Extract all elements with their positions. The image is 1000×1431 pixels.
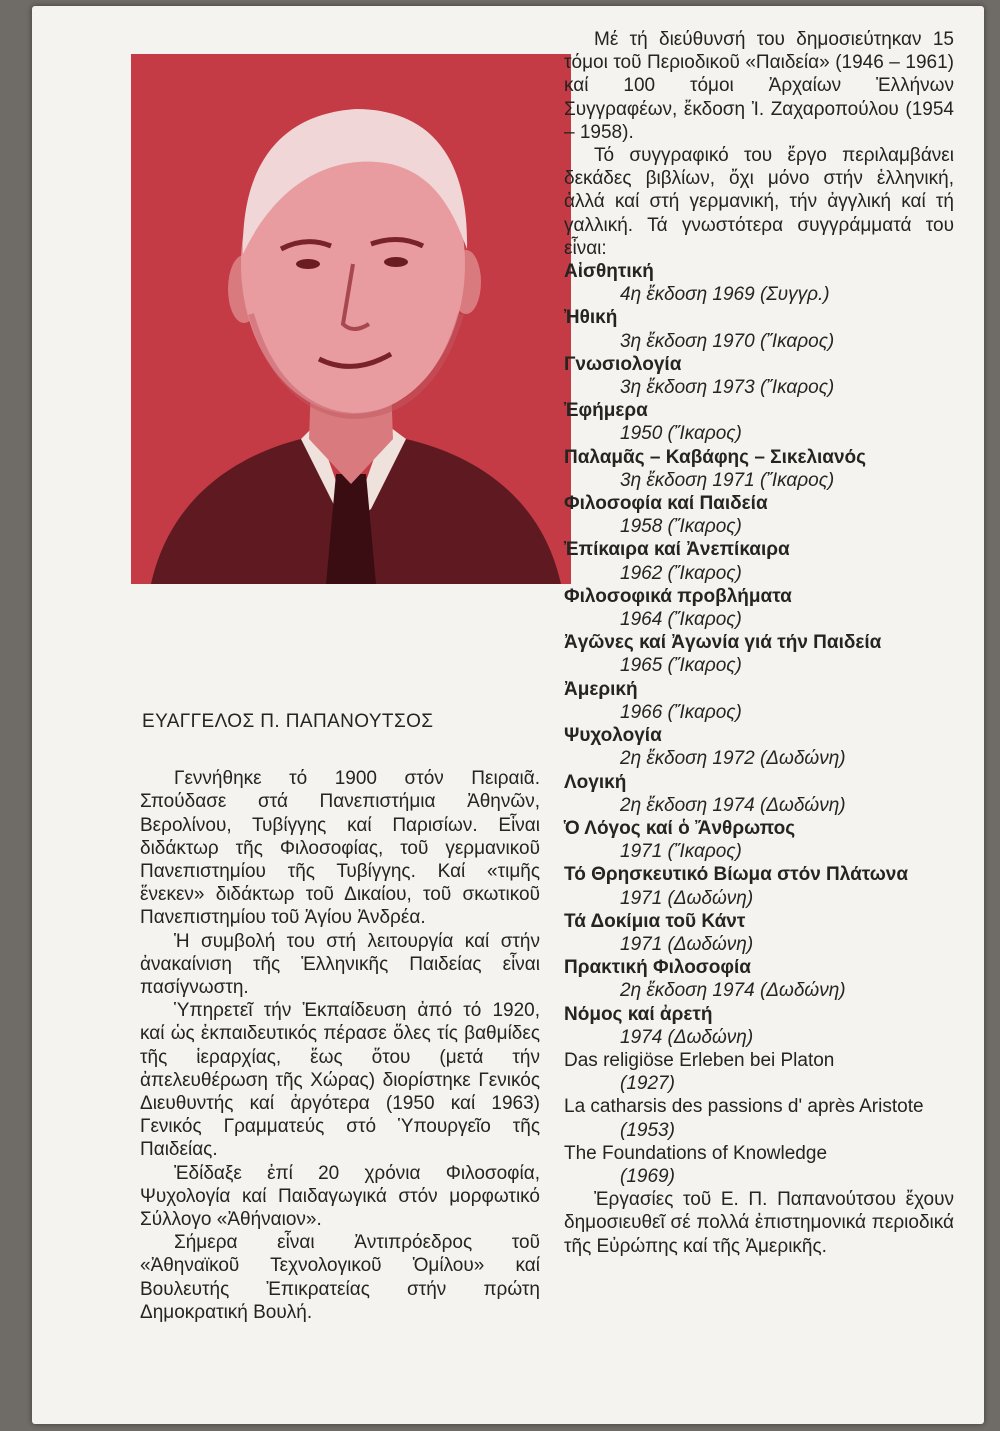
work-title: Αἰσθητική [564, 261, 654, 283]
author-portrait [131, 54, 571, 584]
work-item [564, 724, 954, 770]
foreign-work-title: Das religiöse Erleben bei Platon [564, 1049, 835, 1071]
work-item [564, 399, 954, 445]
works-column [564, 28, 954, 1258]
bio-paragraph: Ἐδίδαξε ἐπί 20 χρόνια Φιλοσοφία, Ψυχολογία καί Παιδαγωγικά στόν μορφωτικό Σύλλογο «Ἀθήναιον». [140, 1162, 540, 1231]
bio-paragraph: Ὑπηρετεῖ τήν Ἐκπαίδευση ἀπό τό 1920, καί ὡς ἐκπαιδευτικός πέρασε ὅλες τίς βαθμίδες τῆς ἱεραρχίας, ἕως ὅτου (μετά τήν ἀπελευθέρωση τῆς Χώρας) διορίστηκε Γενικός Διευθυντής καί ἀργότερα (1950 καί 1963) Γενικός Γραμματεύς στό Ὑπουργεῖο τῆς Παιδείας. [140, 1000, 540, 1161]
work-edition: 1965 (Ἴκαρος) [620, 655, 742, 677]
work-edition: 1971 (Δωδώνη) [620, 887, 754, 909]
work-edition: 2η ἔκδοση 1974 (Δωδώνη) [620, 980, 846, 1002]
work-edition: 3η ἔκδοση 1973 (Ἴκαρος) [620, 377, 835, 399]
bio-paragraph: Ἡ συμβολή του στή λειτουργία καί στήν ἀνακαίνιση τῆς Ἑλληνικῆς Παιδείας εἶναι πασίγνωστη. [140, 930, 540, 999]
work-edition: 1974 (Δωδώνη) [620, 1026, 754, 1048]
work-edition: 2η ἔκδοση 1972 (Δωδώνη) [620, 748, 846, 770]
work-title: Ἐφήμερα [564, 400, 648, 422]
work-edition: 1971 (Δωδώνη) [620, 933, 754, 955]
work-item [564, 492, 954, 538]
work-title: Ψυχολογία [564, 725, 662, 747]
author-name: ΕΥΑΓΓΕΛΟΣ Π. ΠΑΠΑΝΟΥΤΣΟΣ [142, 711, 434, 732]
work-title: Τά Δοκίμια τοῦ Κάντ [564, 910, 746, 932]
work-edition: 1966 (Ἴκαρος) [620, 701, 742, 723]
foreign-work-title: The Foundations of Knowledge [564, 1142, 828, 1164]
work-title: Ὁ Λόγος καί ὁ Ἄνθρωπος [564, 817, 796, 839]
work-item [564, 678, 954, 724]
work-item [564, 446, 954, 492]
work-title: Ἐπίκαιρα καί Ἀνεπίκαιρα [564, 539, 790, 561]
work-title: Ἠθική [564, 307, 618, 329]
work-title: Τό Θρησκευτικό Βίωμα στόν Πλάτωνα [564, 864, 909, 886]
work-item [564, 631, 954, 677]
work-edition: 1971 (Ἴκαρος) [620, 841, 742, 863]
work-title: Ἀγῶνες καί Ἀγωνία γιά τήν Παιδεία [564, 632, 882, 654]
work-title: Νόμος καί ἀρετή [564, 1003, 713, 1025]
works-list [564, 260, 954, 1188]
work-item [564, 306, 954, 352]
work-edition: 3η ἔκδοση 1971 (Ἴκαρος) [620, 469, 835, 491]
foreign-work-item [564, 1142, 954, 1188]
work-edition: 1962 (Ἴκαρος) [620, 562, 742, 584]
foreign-work-item [564, 1049, 954, 1095]
work-edition: 1950 (Ἴκαρος) [620, 423, 742, 445]
work-title: Παλαμᾶς – Καβάφης – Σικελιανός [564, 446, 867, 468]
foreign-work-year: (1927) [620, 1073, 675, 1095]
work-item [564, 910, 954, 956]
work-item [564, 956, 954, 1002]
work-title: Πρακτική Φιλοσοφία [564, 957, 751, 979]
closing-paragraph: Ἐργασίες τοῦ Ε. Π. Παπανούτσου ἔχουν δημοσιευθεῖ σέ πολλά ἐπιστημονικά περιοδικά τῆς Εὐρώπης καί τῆς Ἀμερικῆς. [564, 1189, 954, 1257]
book-back-cover [32, 6, 984, 1424]
foreign-work-title: La catharsis des passions d' après Aristote [564, 1096, 924, 1118]
bio-paragraph: Σήμερα εἶναι Ἀντιπρόεδρος τοῦ «Ἀθηναϊκοῦ Τεχνολογικοῦ Ὁμίλου» καί Βουλευτής Ἐπικρατείας στήν πρώτη Δημοκρατική Βουλή. [140, 1232, 540, 1323]
portrait-illustration [131, 54, 571, 584]
bio-paragraph: Γεννήθηκε τό 1900 στόν Πειραιᾶ. Σπούδασε στά Πανεπιστήμια Ἀθηνῶν, Βερολίνου, Τυβίγγης καί Παρισίων. Εἶναι διδάκτωρ τῆς Φιλοσοφίας, τοῦ γερμανικοῦ Πανεπιστημίου τῆς Τυβίγγης. Καί «τιμῆς ἕνεκεν» διδάκτωρ τοῦ Δικαίου, τοῦ σκωτικοῦ Πανεπιστημίου τοῦ Ἁγίου Ἀνδρέα. [140, 768, 540, 929]
foreign-work-year: (1969) [620, 1165, 675, 1187]
work-edition: 3η ἔκδοση 1970 (Ἴκαρος) [620, 330, 835, 352]
work-item [564, 353, 954, 399]
work-item [564, 260, 954, 306]
editorial-paragraph: Μέ τή διεύθυνσή του δημοσιεύτηκαν 15 τόμοι τοῦ Περιοδικοῦ «Παιδεία» (1946 – 1961) καί 100 τόμοι Ἀρχαίων Ἑλλήνων Συγγραφέων, ἔκδοση Ἰ. Ζαχαροπούλου (1954 – 1958). [564, 29, 954, 143]
work-item [564, 817, 954, 863]
works-intro-paragraph: Τό συγγραφικό του ἔργο περιλαμβάνει δεκάδες βιβλίων, ὄχι μόνο στήν ἑλληνική, ἀλλά καί στή γερμανική, τήν ἀγγλική καί τή γαλλική. Τά γνωστότερα συγγράμματά του εἶναι: [564, 145, 954, 259]
work-edition: 4η ἔκδοση 1969 (Συγγρ.) [620, 284, 830, 306]
foreign-work-item [564, 1095, 954, 1141]
work-edition: 2η ἔκδοση 1974 (Δωδώνη) [620, 794, 846, 816]
work-item [564, 538, 954, 584]
work-title: Γνωσιολογία [564, 353, 682, 375]
work-title: Λογική [564, 771, 627, 793]
work-item [564, 585, 954, 631]
foreign-work-year: (1953) [620, 1119, 675, 1141]
work-item [564, 1003, 954, 1049]
work-title: Φιλοσοφία καί Παιδεία [564, 493, 768, 515]
author-biography-column [140, 710, 540, 1324]
work-item [564, 863, 954, 909]
work-edition: 1958 (Ἴκαρος) [620, 516, 742, 538]
work-title: Φιλοσοφικά προβλήματα [564, 585, 792, 607]
work-edition: 1964 (Ἴκαρος) [620, 609, 742, 631]
work-title: Ἀμερική [564, 678, 638, 700]
work-item [564, 771, 954, 817]
